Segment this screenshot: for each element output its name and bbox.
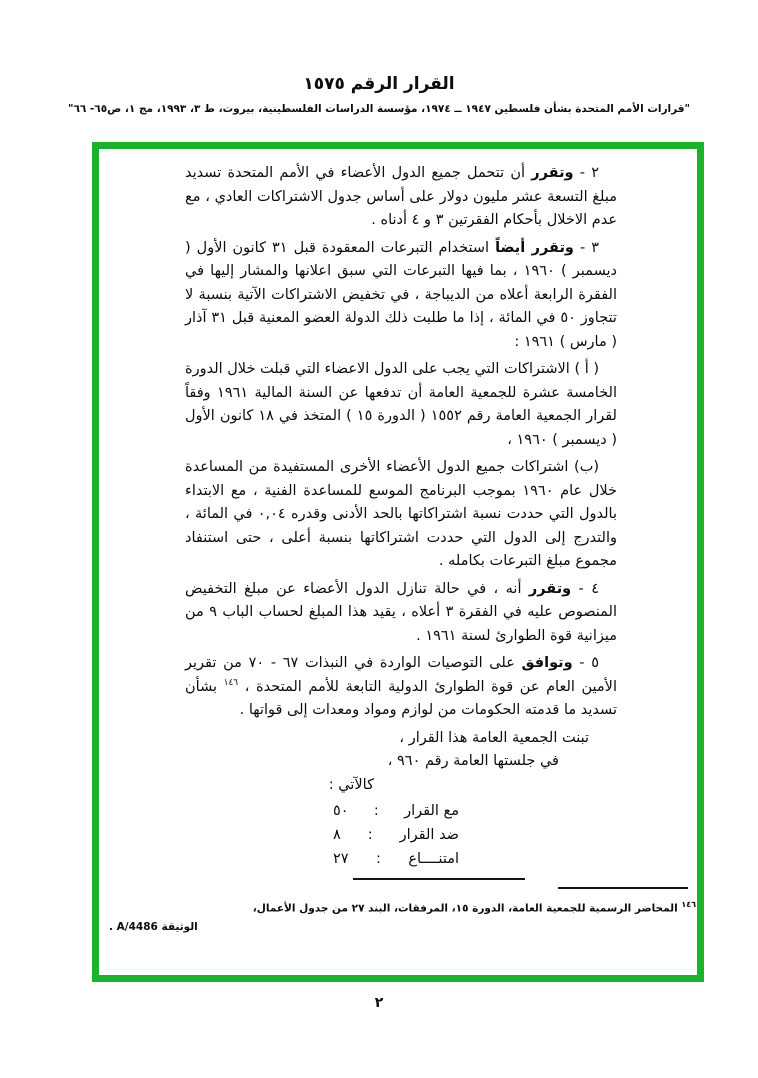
vote-colon: : bbox=[367, 827, 373, 843]
vote-colon: : bbox=[376, 851, 381, 867]
resolution-frame bbox=[92, 142, 704, 982]
paragraph-number: (ب) bbox=[568, 459, 599, 475]
paragraph-5 bbox=[185, 652, 617, 723]
paragraph-text: الاشتراكات التي يجب على الدول الاعضاء التي قبلت خلال الدورة الخامسة عشرة للجمعية العامة أن تدفعها عن السنة المالية ١٩٦١ وفقاً لقرار الجمعية العامة رقم ١٥٥٢ ( الدورة ١٥ ) المتخذ في ١٨ كانون الأول ( ديسمبر ) ١٩٦٠ ، bbox=[185, 361, 618, 448]
closing-line-adopted: تبنت الجمعية العامة هذا القرار ، bbox=[399, 729, 589, 746]
vote-value: ٥٠ bbox=[333, 803, 349, 819]
vote-row-for bbox=[333, 799, 459, 823]
paragraph-text: أنه ، في حالة تنازل الدول الأعضاء عن مبلغ التخفيض المنصوص عليه في الفقرة ٣ أعلاه ، يقيد هذا المبلغ لحساب الباب ٩ من ميزانية قوة الطوارئ لسنة ١٩٦١ . bbox=[185, 580, 617, 644]
paragraph-4 bbox=[185, 578, 617, 649]
vote-row-abstain bbox=[333, 847, 459, 871]
footnote-line-2: الوثيقة A/4486 . bbox=[109, 920, 198, 933]
closing-line-session: في جلستها العامة رقم ٩٦٠ ، bbox=[387, 753, 559, 769]
paragraph-text: بشأن تسديد ما قدمته الحكومات من لوازم ومواد ومعدات إلى قواتها . bbox=[185, 678, 617, 718]
vote-tally bbox=[333, 799, 459, 871]
page-title: القرار الرقم ١٥٧٥ bbox=[303, 74, 455, 94]
vote-value: ٨ bbox=[333, 827, 341, 843]
footnote-text: المحاضر الرسمية للجمعية العامة، الدورة ١٥، المرفقات، البند ٢٧ من جدول الأعمال، bbox=[252, 902, 682, 915]
closing-line-as-follows: كالآتي : bbox=[328, 776, 374, 793]
paragraph-keyword: وتقرر bbox=[531, 165, 574, 181]
footnote-line-1 bbox=[109, 896, 696, 918]
vote-label: مع القرار bbox=[404, 803, 459, 819]
paragraph-keyword: وتوافق bbox=[521, 655, 573, 671]
footnote-separator bbox=[558, 887, 688, 889]
paragraph-3a bbox=[185, 358, 617, 452]
vote-colon: : bbox=[373, 803, 379, 819]
vote-row-against bbox=[333, 823, 459, 847]
page-number: ٢ bbox=[374, 995, 384, 1011]
vote-value: ٢٧ bbox=[333, 851, 349, 867]
footnote-marker: ١٤٦ bbox=[681, 900, 696, 909]
paragraph-number: ( أ ) bbox=[569, 361, 600, 377]
vote-label: ضد القرار bbox=[399, 827, 459, 843]
paragraph-keyword: وتقرر أيضاً bbox=[495, 239, 574, 256]
paragraph-text: استخدام التبرعات المعقودة قبل ٣١ كانون الأول ( ديسمبر ) ١٩٦٠ ، بما فيها التبرعات التي سبق اعلانها والمشار إليها في الفقرة الرابعة أعلاه من الديباجة ، في تخفيض الاشتراكات الآتية بنسبة لا تتجاوز ٥٠ في المائة ، إذا ما طلبت ذلك الدولة العضو المعنية قبل ٣١ آذار ( مارس ) ١٩٦١ : bbox=[185, 239, 617, 350]
paragraph-text: اشتراكات جميع الدول الأعضاء الأخرى المستفيدة من المساعدة خلال عام ١٩٦٠ بموجب البرنامج الموسع للمساعدة الفنية ، مع الابتداء بالدول التي حددت نسبة اشتراكاتها بالحد الأدنى وقدره ٠,٠٤ في المائة ، والتدرج إلى الدول التي حددت اشتراكاتها بنسبة أعلى ، حتى استنفاد مجموع مبلغ التبرعات بكامله . bbox=[185, 459, 617, 569]
end-of-resolution-rule bbox=[353, 878, 525, 880]
paragraph-keyword: وتقرر bbox=[528, 580, 572, 597]
resolution-body bbox=[185, 162, 617, 880]
paragraph-number: ٥ - bbox=[572, 655, 600, 671]
paragraph-text: على التوصيات الواردة في النبذات ٦٧ - ٧٠ من تقرير الأمين العام عن قوة الطوارئ الدولية التابعة للأمم المتحدة ، bbox=[185, 655, 617, 695]
footnote-reference: ١٤٦ bbox=[223, 677, 239, 688]
paragraph-3 bbox=[185, 237, 617, 355]
paragraph-3b bbox=[185, 456, 617, 574]
paragraph-text: أن تتحمل جميع الدول الأعضاء في الأمم المتحدة تسديد مبلغ التسعة عشر مليون دولار على أساس جدول الاشتراكات العادي ، مع عدم الاخلال بأحكام الفقرتين ٣ و ٤ أدناه . bbox=[185, 165, 617, 228]
paragraph-number: ٢ - bbox=[573, 165, 600, 181]
paragraph-number: ٣ - bbox=[573, 239, 599, 256]
paragraph-number: ٤ - bbox=[571, 580, 599, 597]
footnote bbox=[109, 887, 696, 936]
source-line: "قرارات الأمم المتحدة بشأن فلسطين ١٩٤٧ ــ ١٩٧٤، مؤسسة الدراسات الفلسطينية، بيروت، ط ٣، ١٩٩٣، مج ١، ص٦٥- ٦٦" bbox=[67, 103, 691, 115]
paragraph-2 bbox=[185, 162, 617, 233]
vote-label: امتنــــاع bbox=[408, 851, 459, 867]
